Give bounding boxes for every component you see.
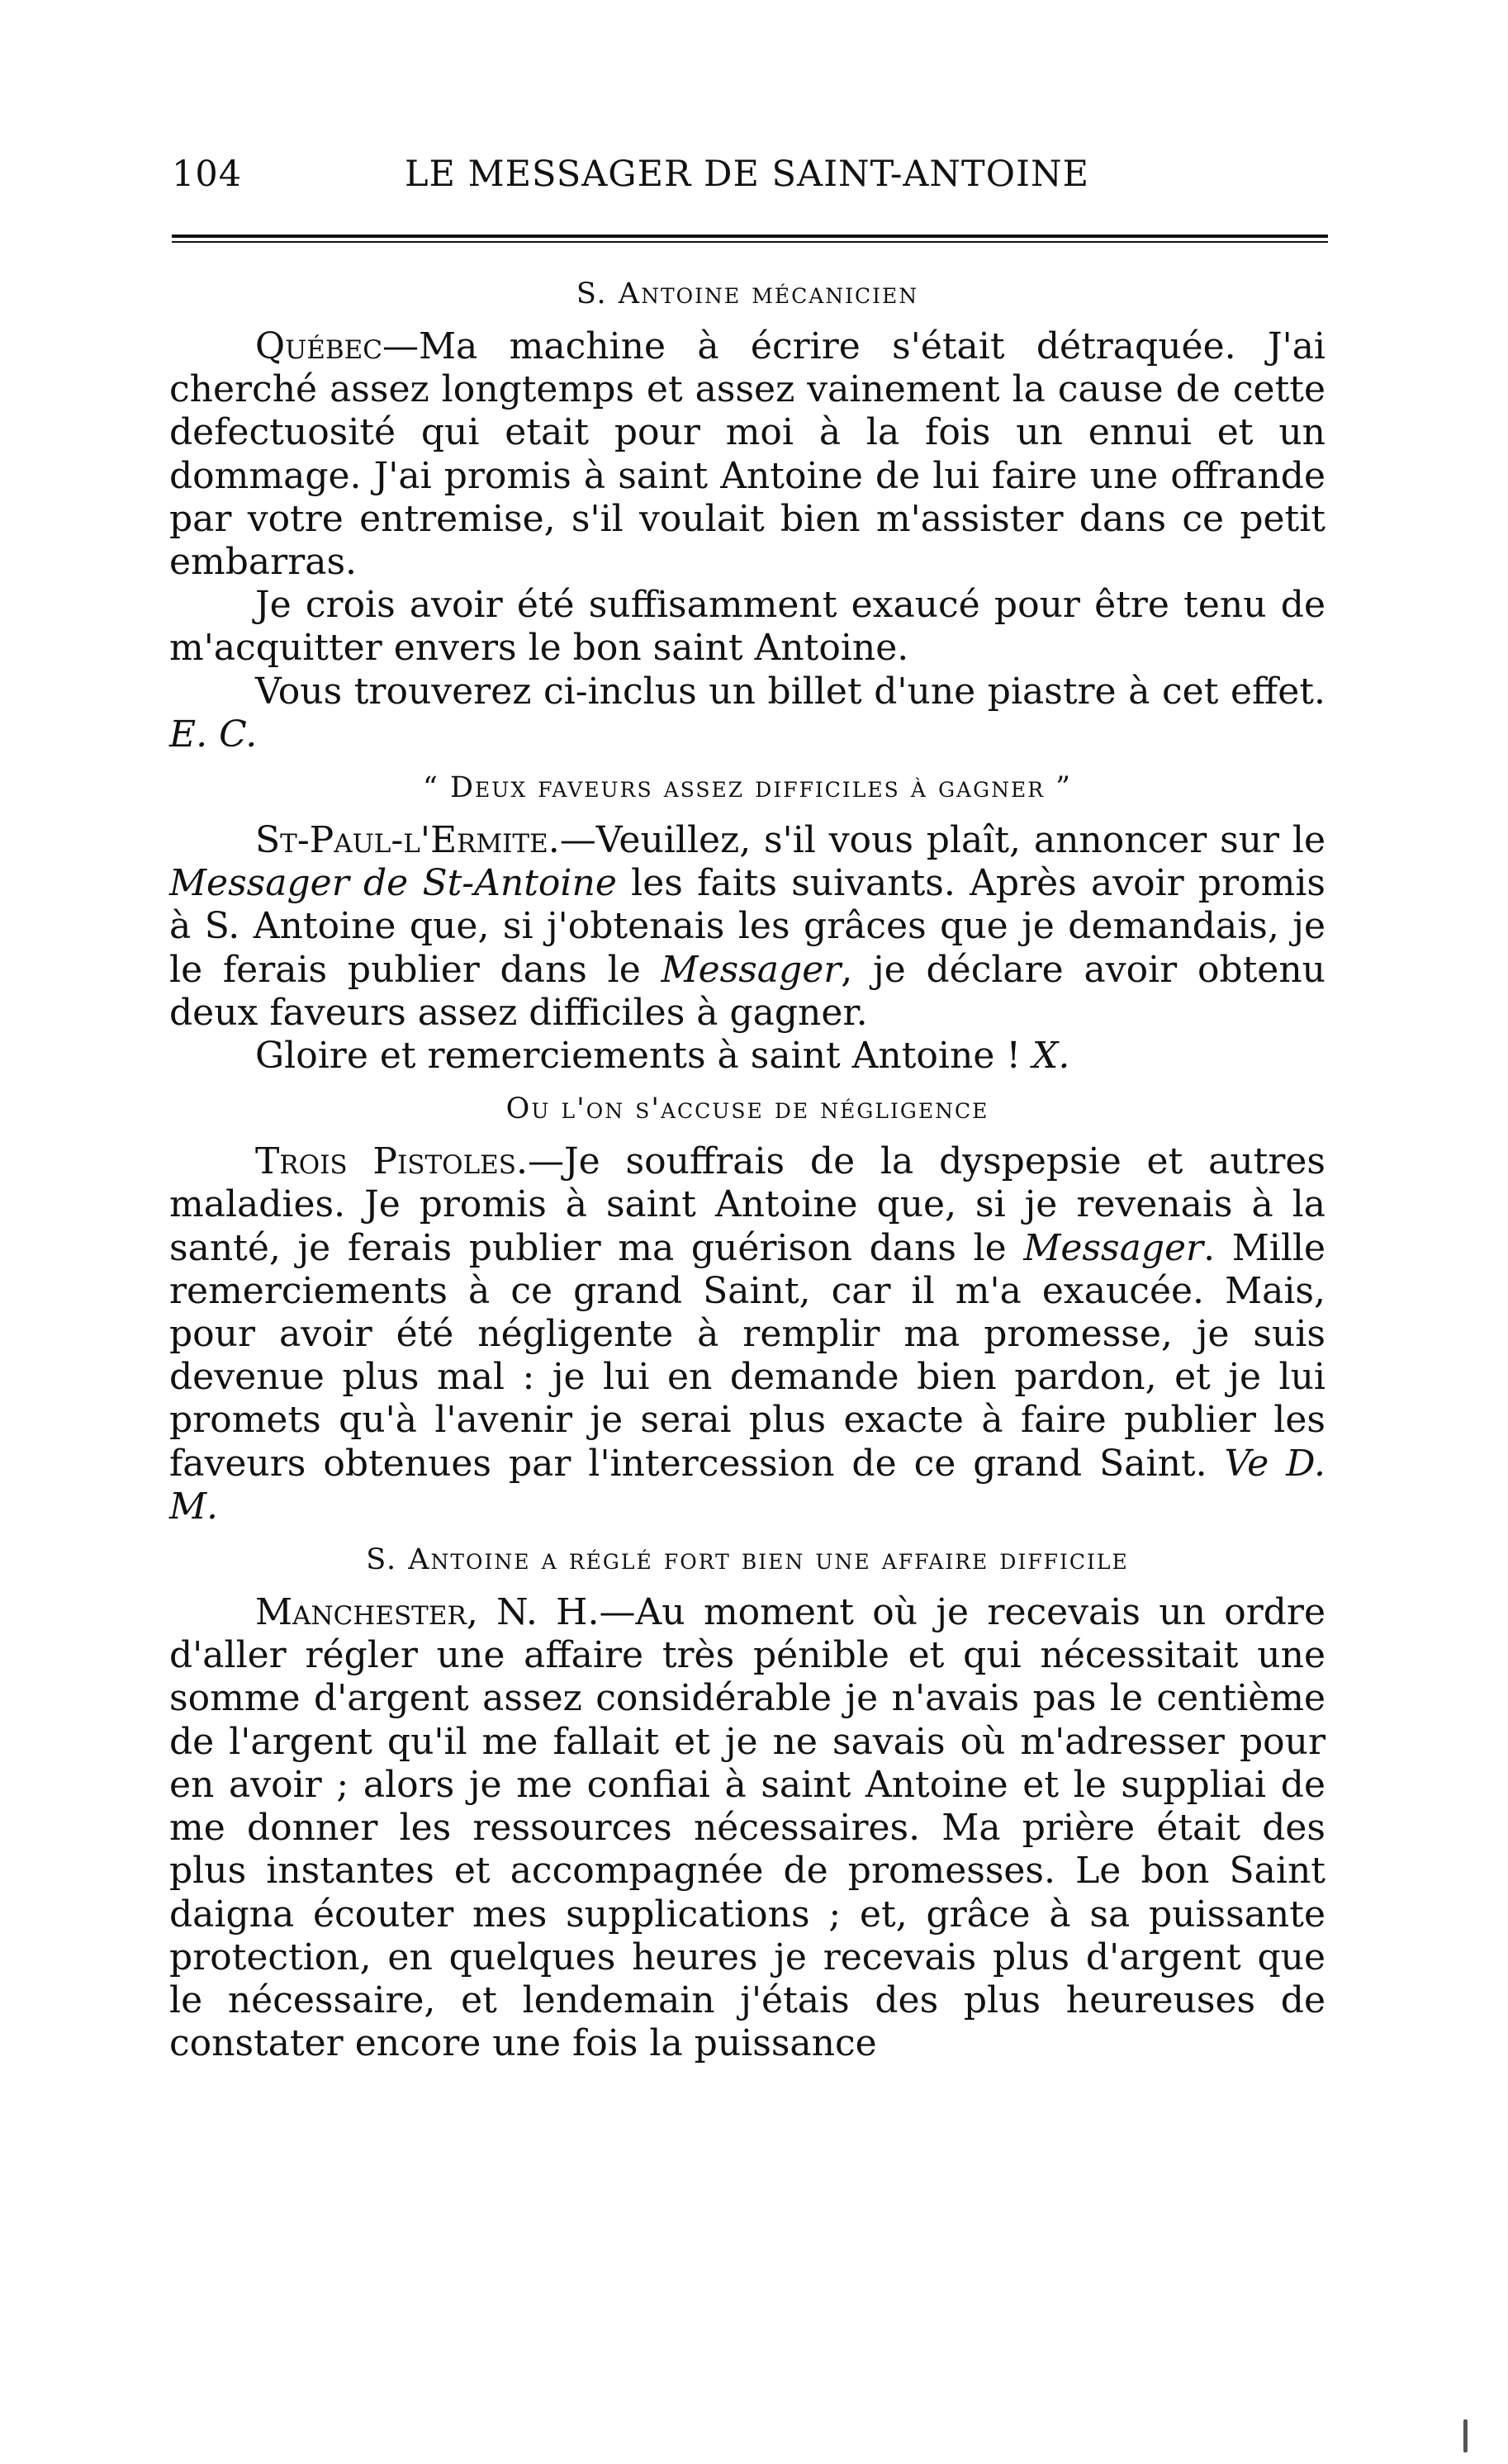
- text-run: , je déclare avoir obtenu deux faveurs assez difficiles à gagner.: [169, 948, 1326, 1034]
- italic-text: Messager: [661, 948, 842, 991]
- text-run: les faits suivants. Après avoir promis à S. Antoine que, si j'obtenais les grâces que je demandais, je le ferais publier dans le: [169, 862, 1325, 991]
- paragraph: [169, 584, 1325, 670]
- page-number: 104: [172, 154, 243, 195]
- text-run: . Mille remerciements à ce grand Saint, car il m'a exaucée. Mais, pour avoir été négligente à remplir ma promesse, je suis devenue plus mal : je lui en demande bien pardon, et je lui promets qu'à l'avenir je serai plus exacte à faire publier les faveurs obtenues par l'intercession de ce grand Saint.: [169, 1226, 1326, 1485]
- paragraph: [169, 819, 1325, 1035]
- margin-mark: [1463, 2419, 1468, 2452]
- italic-text: Ve D. M.: [169, 1442, 1325, 1528]
- italic-text: Messager: [1023, 1226, 1204, 1269]
- section-heading: Ou l'on s'accuse de négligence: [505, 1092, 989, 1126]
- paragraph: [169, 1140, 1325, 1528]
- section-heading: S. Antoine a réglé fort bien une affaire difficile: [366, 1543, 1129, 1577]
- paragraph: [169, 670, 1325, 756]
- header-rule-thin: [172, 241, 1328, 243]
- header-rule-thick: [172, 235, 1328, 238]
- running-title: LE MESSAGER DE SAINT-ANTOINE: [405, 154, 1089, 195]
- paragraph: [169, 325, 1325, 584]
- text-run: —Je souffrais de la dyspepsie et autres maladies. Je promis à saint Antoine que, si je revenais à la santé, je ferais publier ma guérison dans le: [169, 1140, 1325, 1269]
- paragraph: [169, 1591, 1325, 2065]
- text-run: Gloire et remerciements à saint Antoine !: [255, 1035, 1033, 1078]
- place-name: Trois Pistoles.: [255, 1140, 529, 1183]
- text-run: —Ma machine à écrire s'était détraquée. J'ai cherché assez longtemps et assez vainement la cause de cette defectuosité qui etait pour moi à la fois un ennui et un dommage. J'ai promis à saint Antoine de lui faire une offrande par votre entremise, s'il voulait bien m'assister dans ce petit embarras.: [169, 325, 1325, 584]
- section-heading: “ Deux faveurs assez difficiles à gagner ”: [422, 771, 1073, 805]
- italic-text: X.: [1032, 1035, 1070, 1078]
- place-name: St-Paul-l'Ermite.: [255, 819, 560, 862]
- text-run: Je crois avoir été suffisamment exaucé pour être tenu de m'acquitter envers le bon saint Antoine.: [169, 584, 1325, 670]
- italic-text: E. C.: [169, 713, 258, 756]
- paragraph: [169, 1035, 1325, 1078]
- place-name: Manchester: [255, 1591, 467, 1634]
- place-name: Québec: [255, 325, 382, 367]
- text-run: , N. H.—Au moment où je recevais un ordre d'aller régler une affaire très pénible et qui nécessitait une somme d'argent assez considérable je n'avais pas le centième de l'argent qu'il me fallait et je ne savais où m'adresser pour en avoir ; alors je me confiai à saint Antoine et le suppliai de me donner les ressources nécessaires. Ma prière était des plus instantes et accompagnée de promesses. Le bon Saint daigna écouter mes supplications ; et, grâce à sa puissante protection, en quelques heures je recevais plus d'argent que le nécessaire, et lendemain j'étais des plus heureuses de constater encore une fois la puissance: [169, 1591, 1325, 2065]
- body-text: [169, 263, 1325, 2065]
- text-run: —Veuillez, s'il vous plaît, annoncer sur le: [559, 819, 1325, 862]
- italic-text: Messager de St-Antoine: [169, 862, 617, 905]
- text-run: Vous trouverez ci-inclus un billet d'une piastre à cet effet.: [255, 670, 1325, 713]
- section-heading: S. Antoine mécanicien: [576, 277, 919, 310]
